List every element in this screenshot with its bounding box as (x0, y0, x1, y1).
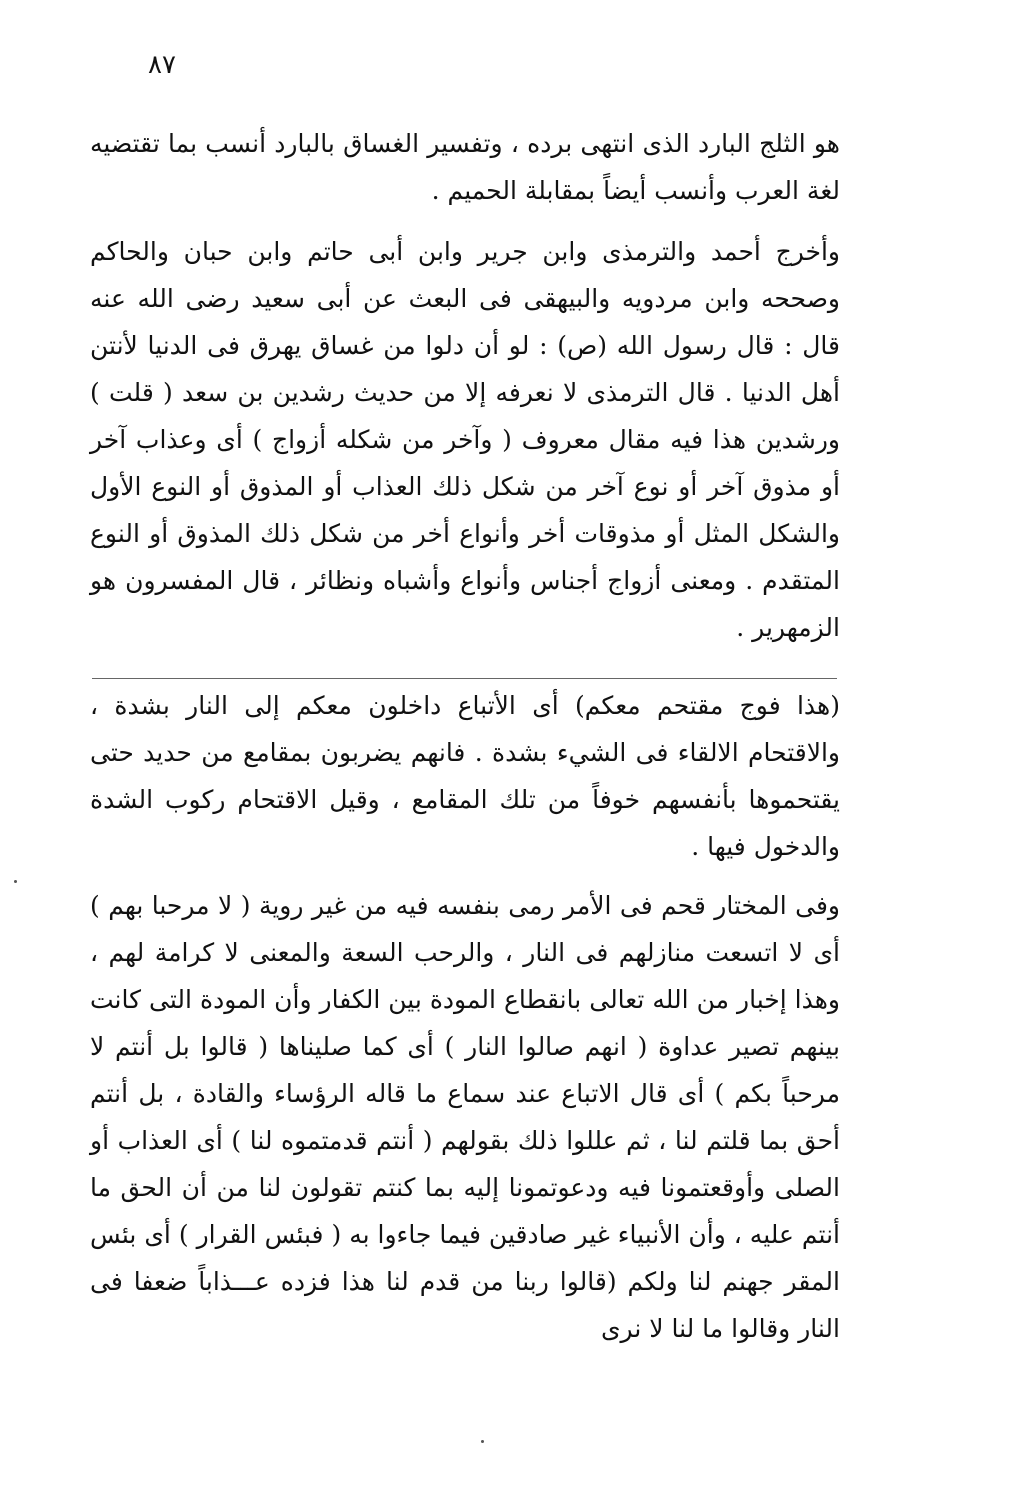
paragraph-2 (90, 228, 840, 651)
paragraph-1 (90, 120, 840, 214)
paragraph-1-text: هو الثلج البارد الذى انتهى برده ، وتفسير الغساق بالبارد أنسب بما تقتضيه لغة العرب وأنسب أيضاً بمقابلة الحميم . (90, 129, 840, 205)
paragraph-3-text: (هذا فوج مقتحم معكم) أى الأتباع داخلون معكم إلى النار بشدة ، والاقتحام الالقاء فى الشيء بشدة . فانهم يضربون بمقامع من حديد حتى يقتحموها بأنفسهم خوفاً من تلك المقامع ، وقيل الاقتحام ركوب الشدة والدخول فيها . (90, 691, 840, 861)
section-divider (92, 678, 837, 679)
ink-speck (14, 880, 17, 883)
page-number: ٨٧ (148, 50, 176, 80)
paragraph-2-text: وأخرج أحمد والترمذى وابن جرير وابن أبى حاتم وابن حبان والحاكم وصححه وابن مردويه والبيهقى فى البعث عن أبى سعيد رضى الله عنه قال : قال رسول الله (ص) : لو أن دلوا من غساق يهرق فى الدنيا لأنتن أهل الدنيا . قال الترمذى لا نعرفه إلا من حديث رشدين بن سعد ( قلت ) ورشدين هذا فيه مقال معروف ( وآخر من شكله أزواج ) أى وعذاب آخر أو مذوق آخر أو نوع آخر من شكل ذلك العذاب أو المذوق أو النوع الأول والشكل المثل أو مذوقات أخر وأنواع أخر من شكل ذلك المذوق أو النوع المتقدم . ومعنى أزواج أجناس وأنواع وأشباه ونظائر ، قال المفسرون هو الزمهرير . (90, 237, 840, 642)
paragraph-4 (90, 882, 840, 1352)
paragraph-4-text: وفى المختار قحم فى الأمر رمى بنفسه فيه من غير روية ( لا مرحبا بهم ) أى لا اتسعت منازلهم فى النار ، والرحب السعة والمعنى لا كرامة لهم ، وهذا إخبار من الله تعالى بانقطاع المودة بين الكفار وأن المودة التى كانت بينهم تصير عداوة ( انهم صالوا النار ) أى كما صليناها ( قالوا بل أنتم لا مرحباً بكم ) أى قال الاتباع عند سماع ما قاله الرؤساء والقادة ، بل أنتم أحق بما قلتم لنا ، ثم عللوا ذلك بقولهم ( أنتم قدمتموه لنا ) أى العذاب أو الصلى وأوقعتمونا فيه ودعوتمونا إليه بما كنتم تقولون لنا من أن الحق ما أنتم عليه ، وأن الأنبياء غير صادقين فيما جاءوا به ( فبئس القرار ) أى بئس المقر جهنم لنا ولكم (قالوا ربنا من قدم لنا هذا فزده عـــذاباً ضعفا فى النار وقالوا ما لنا لا نرى (90, 891, 840, 1343)
paragraph-3 (90, 682, 840, 870)
ink-speck (481, 1440, 484, 1443)
